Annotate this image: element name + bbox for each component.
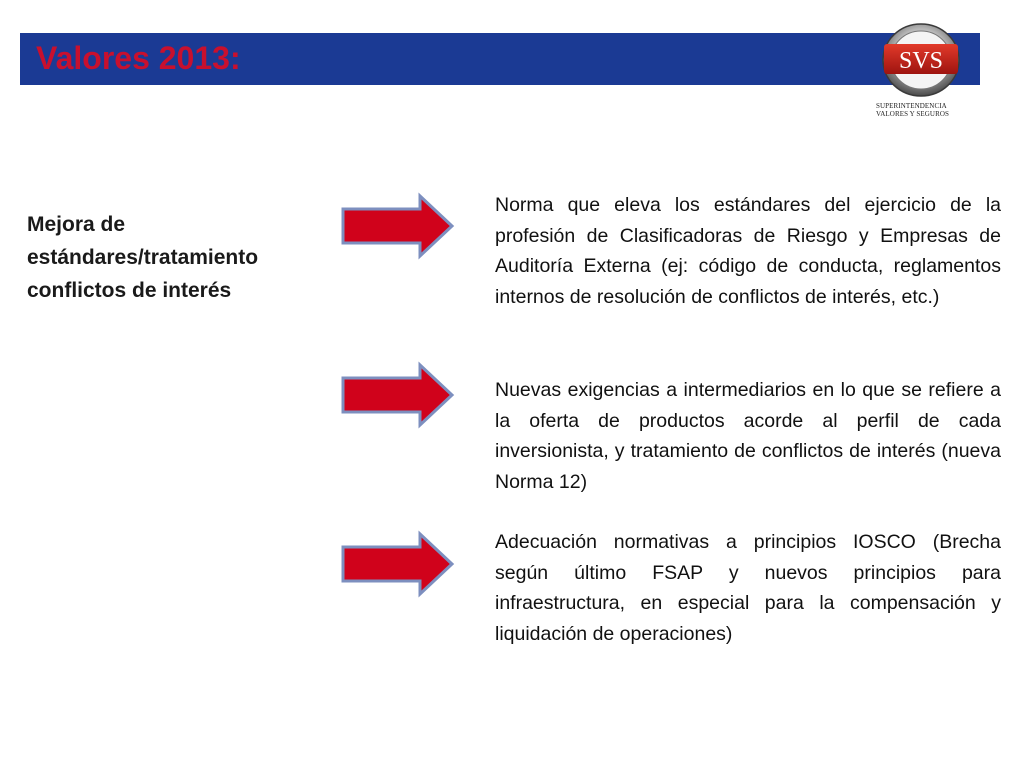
logo-line-1: SUPERINTENDENCIA <box>876 102 947 110</box>
item-paragraph-3: Adecuación normativas a principios IOSCO (Brecha según último FSAP y nuevos principios para infraestructura, en especial para la compensación y liquidación de operaciones) <box>495 531 1001 645</box>
item-paragraph-1: Norma que eleva los estándares del ejercicio de la profesión de Clasificadoras de Riesgo y Empresas de Auditoría Externa (ej: código de conducta, reglamentos internos de resolución de conflictos de interés, etc.) <box>495 194 1001 308</box>
slide-title: Valores 2013: <box>36 40 241 76</box>
item-paragraph-2: Nuevas exigencias a intermediarios en lo que se refiere a la oferta de productos acorde al perfil de cada inversionista, y tratamiento de conflictos de interés (nueva Norma 12) <box>495 379 1001 493</box>
svs-logo <box>876 18 966 122</box>
right-arrow-icon <box>338 361 458 429</box>
logo-text: SVS <box>898 48 944 74</box>
left-heading: Mejora de estándares/tratamiento conflictos de interés <box>27 213 259 302</box>
right-arrow-icon <box>338 530 458 598</box>
right-arrow-icon <box>338 192 458 260</box>
logo-subtitle <box>876 102 966 118</box>
svs-logo-emblem-icon <box>876 18 966 102</box>
logo-line-2: VALORES Y SEGUROS <box>876 110 950 118</box>
